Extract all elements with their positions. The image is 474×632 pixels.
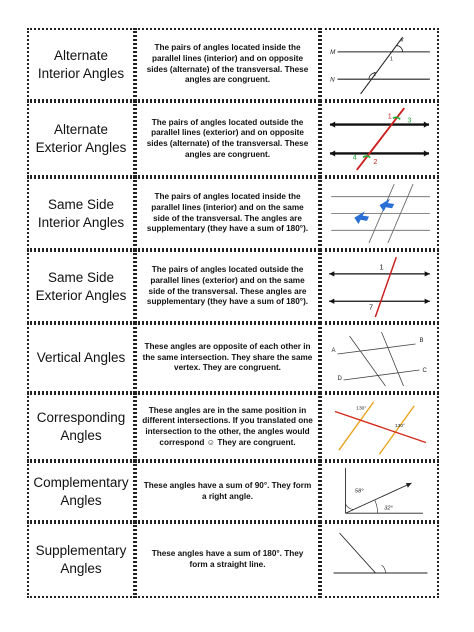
line-label-n: N: [330, 76, 335, 84]
angle-label-58: 58°: [354, 488, 364, 495]
figure-cell: [320, 101, 439, 177]
term-cell: [27, 101, 135, 177]
term-cell: [27, 28, 135, 101]
term-cell: [27, 461, 135, 522]
definition-text: These angles are opposite of each other in the same intersection. They share the same vertex. They are congruent.: [142, 342, 313, 373]
figure-cell: [320, 28, 439, 101]
definition-text: These angles have a sum of 90°. They form a right angle.: [143, 480, 312, 501]
supplementary-angles-diagram: [325, 527, 434, 593]
figure-cell: [320, 177, 439, 250]
definition-text: These angles have a sum of 180°. They form a straight line.: [151, 549, 304, 569]
card-corresponding-angles: [27, 393, 439, 461]
definition-text: The pairs of angles located outside the parallel lines (exterior) and on the same side of the transversal. These angles are supplementary (they have a sum of 180°).: [146, 265, 309, 307]
definition-cell: [135, 250, 320, 323]
blue-arrow-icon: [380, 199, 395, 212]
card-same-side-interior: [27, 177, 439, 250]
same-side-interior-diagram: [325, 182, 434, 245]
card-supplementary-angles: [27, 522, 439, 598]
angle-label-1: 1: [379, 262, 384, 272]
definition-cell: [135, 393, 320, 461]
term-label: Corresponding Angles: [36, 410, 126, 443]
line-label-m: M: [330, 49, 336, 56]
definition-cell: [135, 177, 320, 250]
same-side-exterior-diagram: [325, 255, 434, 318]
term-cell: [27, 177, 135, 250]
term-cell: [27, 250, 135, 323]
definition-text: The pairs of angles located outside the parallel lines (exterior) and on opposite sides (alternate) of the transversal. These angles are congruent.: [146, 117, 309, 159]
definition-cell: [135, 522, 320, 598]
definition-cell: [135, 28, 320, 101]
card-alternate-exterior: [27, 101, 439, 177]
definition-cell: [135, 461, 320, 522]
term-label: Complementary Angles: [33, 474, 129, 508]
point-label-c: C: [422, 368, 427, 374]
term-label: Same Side Exterior Angles: [35, 269, 127, 303]
card-same-side-exterior: [27, 250, 439, 323]
angle-label-7: 7: [369, 302, 374, 312]
angle-label-1: 1: [390, 56, 393, 63]
term-label: Vertical Angles: [36, 350, 126, 365]
card-alternate-interior: [27, 28, 439, 101]
term-cell: [27, 522, 135, 598]
point-label-b: B: [419, 338, 424, 344]
point-label-a: A: [331, 348, 336, 354]
angle-label-4: 4: [352, 152, 357, 162]
definition-cell: [135, 101, 320, 177]
angle-label-130-a: 130°: [356, 406, 367, 412]
angle-label-32: 32°: [384, 505, 393, 512]
term-cell: [27, 323, 135, 393]
angle-label-x: x: [400, 36, 404, 44]
vertical-angles-diagram: [325, 328, 434, 388]
definition-cell: [135, 323, 320, 393]
figure-cell: [320, 461, 439, 522]
definition-text: These angles are in the same position in different intersections. If you translated one intersection to the other, the angles would correspond ☺ They are congruent.: [142, 405, 313, 447]
alternate-interior-diagram: [325, 33, 434, 96]
point-label-d: D: [337, 376, 342, 382]
angle-label-2: 2: [373, 156, 378, 166]
figure-cell: [320, 323, 439, 393]
angle-label-130-b: 130°: [394, 424, 405, 429]
card-vertical-angles: [27, 323, 439, 393]
alternate-exterior-diagram: [325, 106, 434, 172]
corresponding-angles-diagram: [325, 398, 434, 456]
angle-label-2: 2: [373, 72, 377, 79]
term-label: Alternate Interior Angles: [37, 47, 125, 81]
term-label: Same Side Interior Angles: [37, 196, 125, 230]
card-complementary-angles: [27, 461, 439, 522]
definition-text: The pairs of angles located inside the parallel lines (interior) and on opposite sides (alternate) of the transversal. These angles are congruent.: [146, 43, 309, 85]
complementary-angles-diagram: [325, 466, 434, 517]
angle-label-1: 1: [387, 111, 392, 121]
term-label: Alternate Exterior Angles: [35, 122, 127, 155]
definition-text: The pairs of angles located inside the parallel lines (interior) and on the same side of the transversal. The angles are supplementary (they have a sum of 180°).: [146, 192, 309, 234]
figure-cell: [320, 393, 439, 461]
term-label: Supplementary Angles: [35, 543, 127, 576]
figure-cell: [320, 522, 439, 598]
term-cell: [27, 393, 135, 461]
figure-cell: [320, 250, 439, 323]
angle-label-3: 3: [407, 115, 412, 125]
